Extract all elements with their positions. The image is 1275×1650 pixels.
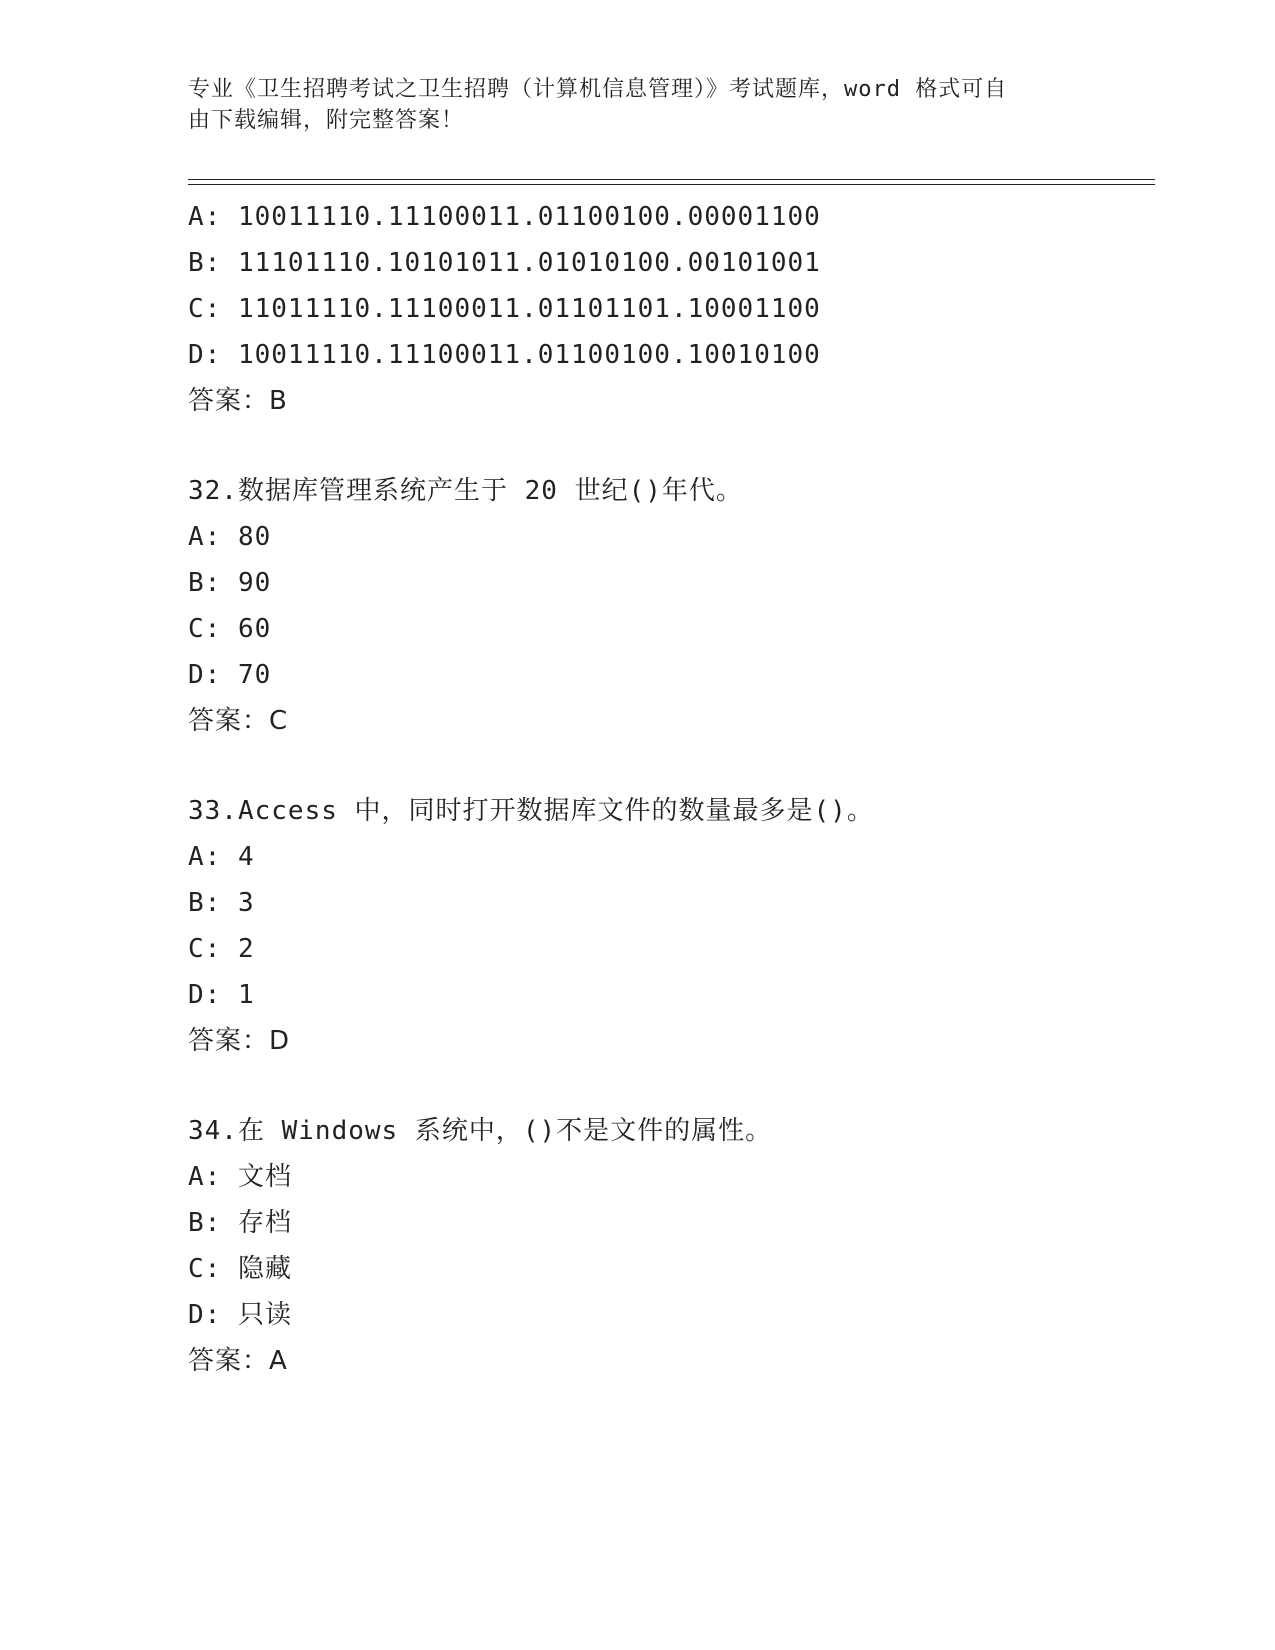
spacer	[188, 744, 1155, 788]
option-d: D: 70	[188, 660, 272, 690]
option-b: B: 3	[188, 888, 255, 918]
option-b: B: 11101110.10101011.01010100.00101001	[188, 248, 821, 278]
option-a: A: 4	[188, 842, 255, 872]
answer-line: 答案：A	[188, 1346, 288, 1376]
answer-line: 答案：D	[188, 1026, 291, 1056]
option-b: B: 90	[188, 568, 272, 598]
header-divider-bottom	[188, 184, 1155, 185]
option-d: D: 1	[188, 980, 255, 1010]
header-divider-top	[188, 179, 1155, 180]
option-d: D: 只读	[188, 1300, 292, 1330]
option-a: A: 文档	[188, 1162, 292, 1192]
spacer	[188, 1064, 1155, 1108]
option-b: B: 存档	[188, 1208, 292, 1238]
spacer	[188, 424, 1155, 468]
option-c: C: 2	[188, 934, 255, 964]
question-block-34	[188, 1108, 1155, 1384]
question-block-31	[188, 194, 1155, 424]
header-line-1: 专业《卫生招聘考试之卫生招聘（计算机信息管理）》考试题库，word 格式可自	[188, 77, 1008, 102]
question-stem: 33.Access 中，同时打开数据库文件的数量最多是()。	[188, 796, 874, 826]
question-stem: 34.在 Windows 系统中，()不是文件的属性。	[188, 1116, 773, 1146]
header-line-2: 由下载编辑，附完整答案！	[188, 108, 465, 133]
answer-line: 答案：B	[188, 386, 288, 416]
question-block-33	[188, 788, 1155, 1064]
question-stem: 32.数据库管理系统产生于 20 世纪()年代。	[188, 476, 743, 506]
option-c: C: 11011110.11100011.01101101.10001100	[188, 294, 821, 324]
option-c: C: 隐藏	[188, 1254, 292, 1284]
option-a: A: 10011110.11100011.01100100.00001100	[188, 202, 821, 232]
question-block-32	[188, 468, 1155, 744]
document-header	[188, 74, 1088, 136]
answer-line: 答案：C	[188, 706, 289, 736]
option-d: D: 10011110.11100011.01100100.10010100	[188, 340, 821, 370]
option-c: C: 60	[188, 614, 272, 644]
option-a: A: 80	[188, 522, 272, 552]
document-body	[188, 194, 1155, 1384]
